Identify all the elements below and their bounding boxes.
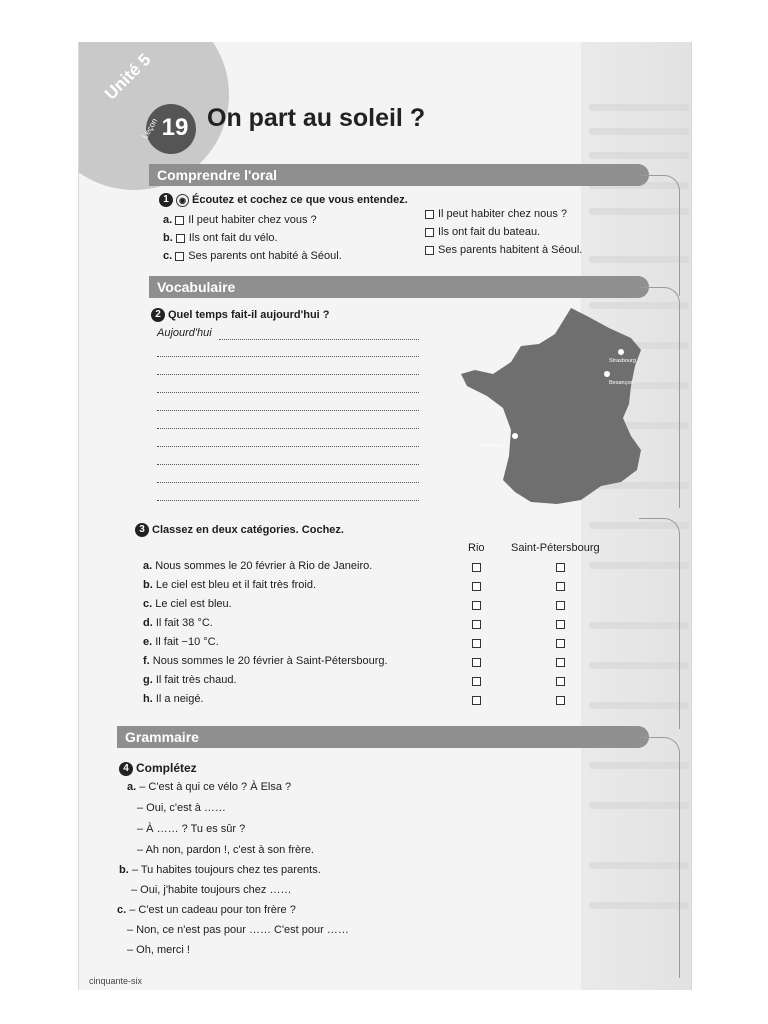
ex1-alt-c: Ses parents habitent à Séoul. (425, 244, 582, 256)
lesson-label: Leçon (140, 116, 160, 141)
dialogue-line: – Ah non, pardon !, c'est à son frère. (137, 844, 314, 856)
checkbox-saint-petersbourg[interactable] (556, 601, 565, 610)
ex1-instruction (159, 193, 408, 207)
france-weather-map (459, 304, 659, 514)
answer-line[interactable] (157, 356, 419, 357)
ex1-number: 1 (159, 193, 173, 207)
dialogue-line: b. – Tu habites toujours chez tes parents. (119, 864, 321, 876)
checkbox-saint-petersbourg[interactable] (556, 658, 565, 667)
checkbox-rio[interactable] (472, 696, 481, 705)
ex3-row: b. Le ciel est bleu et il fait très froid. (143, 579, 317, 591)
dialogue-line: – Non, ce n'est pas pour …… C'est pour …… (127, 924, 349, 936)
dialogue-line: – À …… ? Tu es sûr ? (137, 823, 246, 835)
ex3-row: e. Il fait −10 °C. (143, 636, 219, 648)
checkbox[interactable] (425, 228, 434, 237)
answer-line[interactable] (157, 410, 419, 411)
checkbox-rio[interactable] (472, 620, 481, 629)
ex2-instruction: 2 Quel temps fait-il aujourd'hui ? (151, 308, 330, 322)
ex3-row: d. Il fait 38 °C. (143, 617, 213, 629)
ex3-number: 3 (135, 523, 149, 537)
unit-label: Unité 5 (101, 49, 155, 104)
checkbox-rio[interactable] (472, 639, 481, 648)
dialogue-line: – Oui, c'est à …… (137, 802, 226, 814)
checkbox[interactable] (425, 246, 434, 255)
ex3-row: g. Il fait très chaud. (143, 674, 237, 686)
checkbox[interactable] (425, 210, 434, 219)
dialogue-line: – Oh, merci ! (127, 944, 190, 956)
section-header-vocab: Vocabulaire (149, 276, 649, 298)
col-header-rio: Rio (468, 542, 485, 554)
lesson-number: 19 (161, 114, 189, 141)
dialogue-line: c. – C'est un cadeau pour ton frère ? (117, 904, 296, 916)
france-map-shape (461, 308, 641, 504)
answer-line[interactable] (219, 339, 419, 340)
ex4-number: 4 (119, 762, 133, 776)
page-title: On part au soleil ? (207, 104, 426, 132)
map-label-strasbourg: Strasbourg (609, 358, 636, 364)
section-header-oral: Comprendre l'oral (149, 164, 649, 186)
answer-line[interactable] (157, 392, 419, 393)
ex3-row: c. Le ciel est bleu. (143, 598, 232, 610)
dialogue-line: a. – C'est à qui ce vélo ? À Elsa ? (127, 781, 292, 793)
ex1-item-c: c. Ses parents ont habité à Séoul. (163, 250, 342, 262)
ex3-row: h. Il a neigé. (143, 693, 204, 705)
ex1-alt-a: Il peut habiter chez nous ? (425, 208, 567, 220)
city-dot (512, 433, 518, 439)
checkbox[interactable] (175, 252, 184, 261)
ex4-instruction: 4 Complétez (119, 761, 197, 776)
answer-line[interactable] (157, 446, 419, 447)
dialogue-line: – Oui, j'habite toujours chez …… (131, 884, 292, 896)
city-dot (604, 371, 610, 377)
checkbox-saint-petersbourg[interactable] (556, 677, 565, 686)
section-bracket (639, 737, 680, 978)
answer-line[interactable] (157, 374, 419, 375)
checkbox[interactable] (176, 234, 185, 243)
answer-line[interactable] (157, 482, 419, 483)
page-number-text: cinquante-six (89, 976, 143, 986)
ex3-row: f. Nous sommes le 20 février à Saint-Pétersbourg. (143, 655, 388, 667)
checkbox-saint-petersbourg[interactable] (556, 639, 565, 648)
checkbox-rio[interactable] (472, 601, 481, 610)
ex3-instruction: 3 Classez en deux catégories. Cochez. (135, 523, 344, 537)
col-header-saint-petersbourg: Saint-Pétersbourg (511, 542, 600, 554)
ex2-number: 2 (151, 308, 165, 322)
answer-line[interactable] (157, 500, 419, 501)
map-label-besancon: Besançon (609, 380, 634, 386)
answer-line[interactable] (157, 464, 419, 465)
checkbox-rio[interactable] (472, 582, 481, 591)
section-bracket (639, 518, 680, 729)
ex2-starter: Aujourd'hui (157, 327, 212, 339)
workbook-page (78, 42, 692, 990)
ex3-row: a. Nous sommes le 20 février à Rio de Janeiro. (143, 560, 373, 572)
ex1-alt-b: Ils ont fait du bateau. (425, 226, 540, 238)
ex1-item-a: a. Il peut habiter chez vous ? (163, 214, 317, 226)
map-label-bordeaux: Bordeaux (481, 443, 505, 449)
checkbox-saint-petersbourg[interactable] (556, 563, 565, 572)
checkbox-rio[interactable] (472, 658, 481, 667)
checkbox-rio[interactable] (472, 563, 481, 572)
checkbox-rio[interactable] (472, 677, 481, 686)
answer-line[interactable] (157, 428, 419, 429)
city-dot (618, 349, 624, 355)
checkbox[interactable] (175, 216, 184, 225)
ex1-item-b: b. Ils ont fait du vélo. (163, 232, 278, 244)
audio-cd-icon: ◉ (176, 194, 189, 207)
checkbox-saint-petersbourg[interactable] (556, 582, 565, 591)
checkbox-saint-petersbourg[interactable] (556, 696, 565, 705)
section-header-grammar: Grammaire (117, 726, 649, 748)
ex1-instruction-text: Écoutez et cochez ce que vous entendez. (192, 193, 408, 206)
checkbox-saint-petersbourg[interactable] (556, 620, 565, 629)
